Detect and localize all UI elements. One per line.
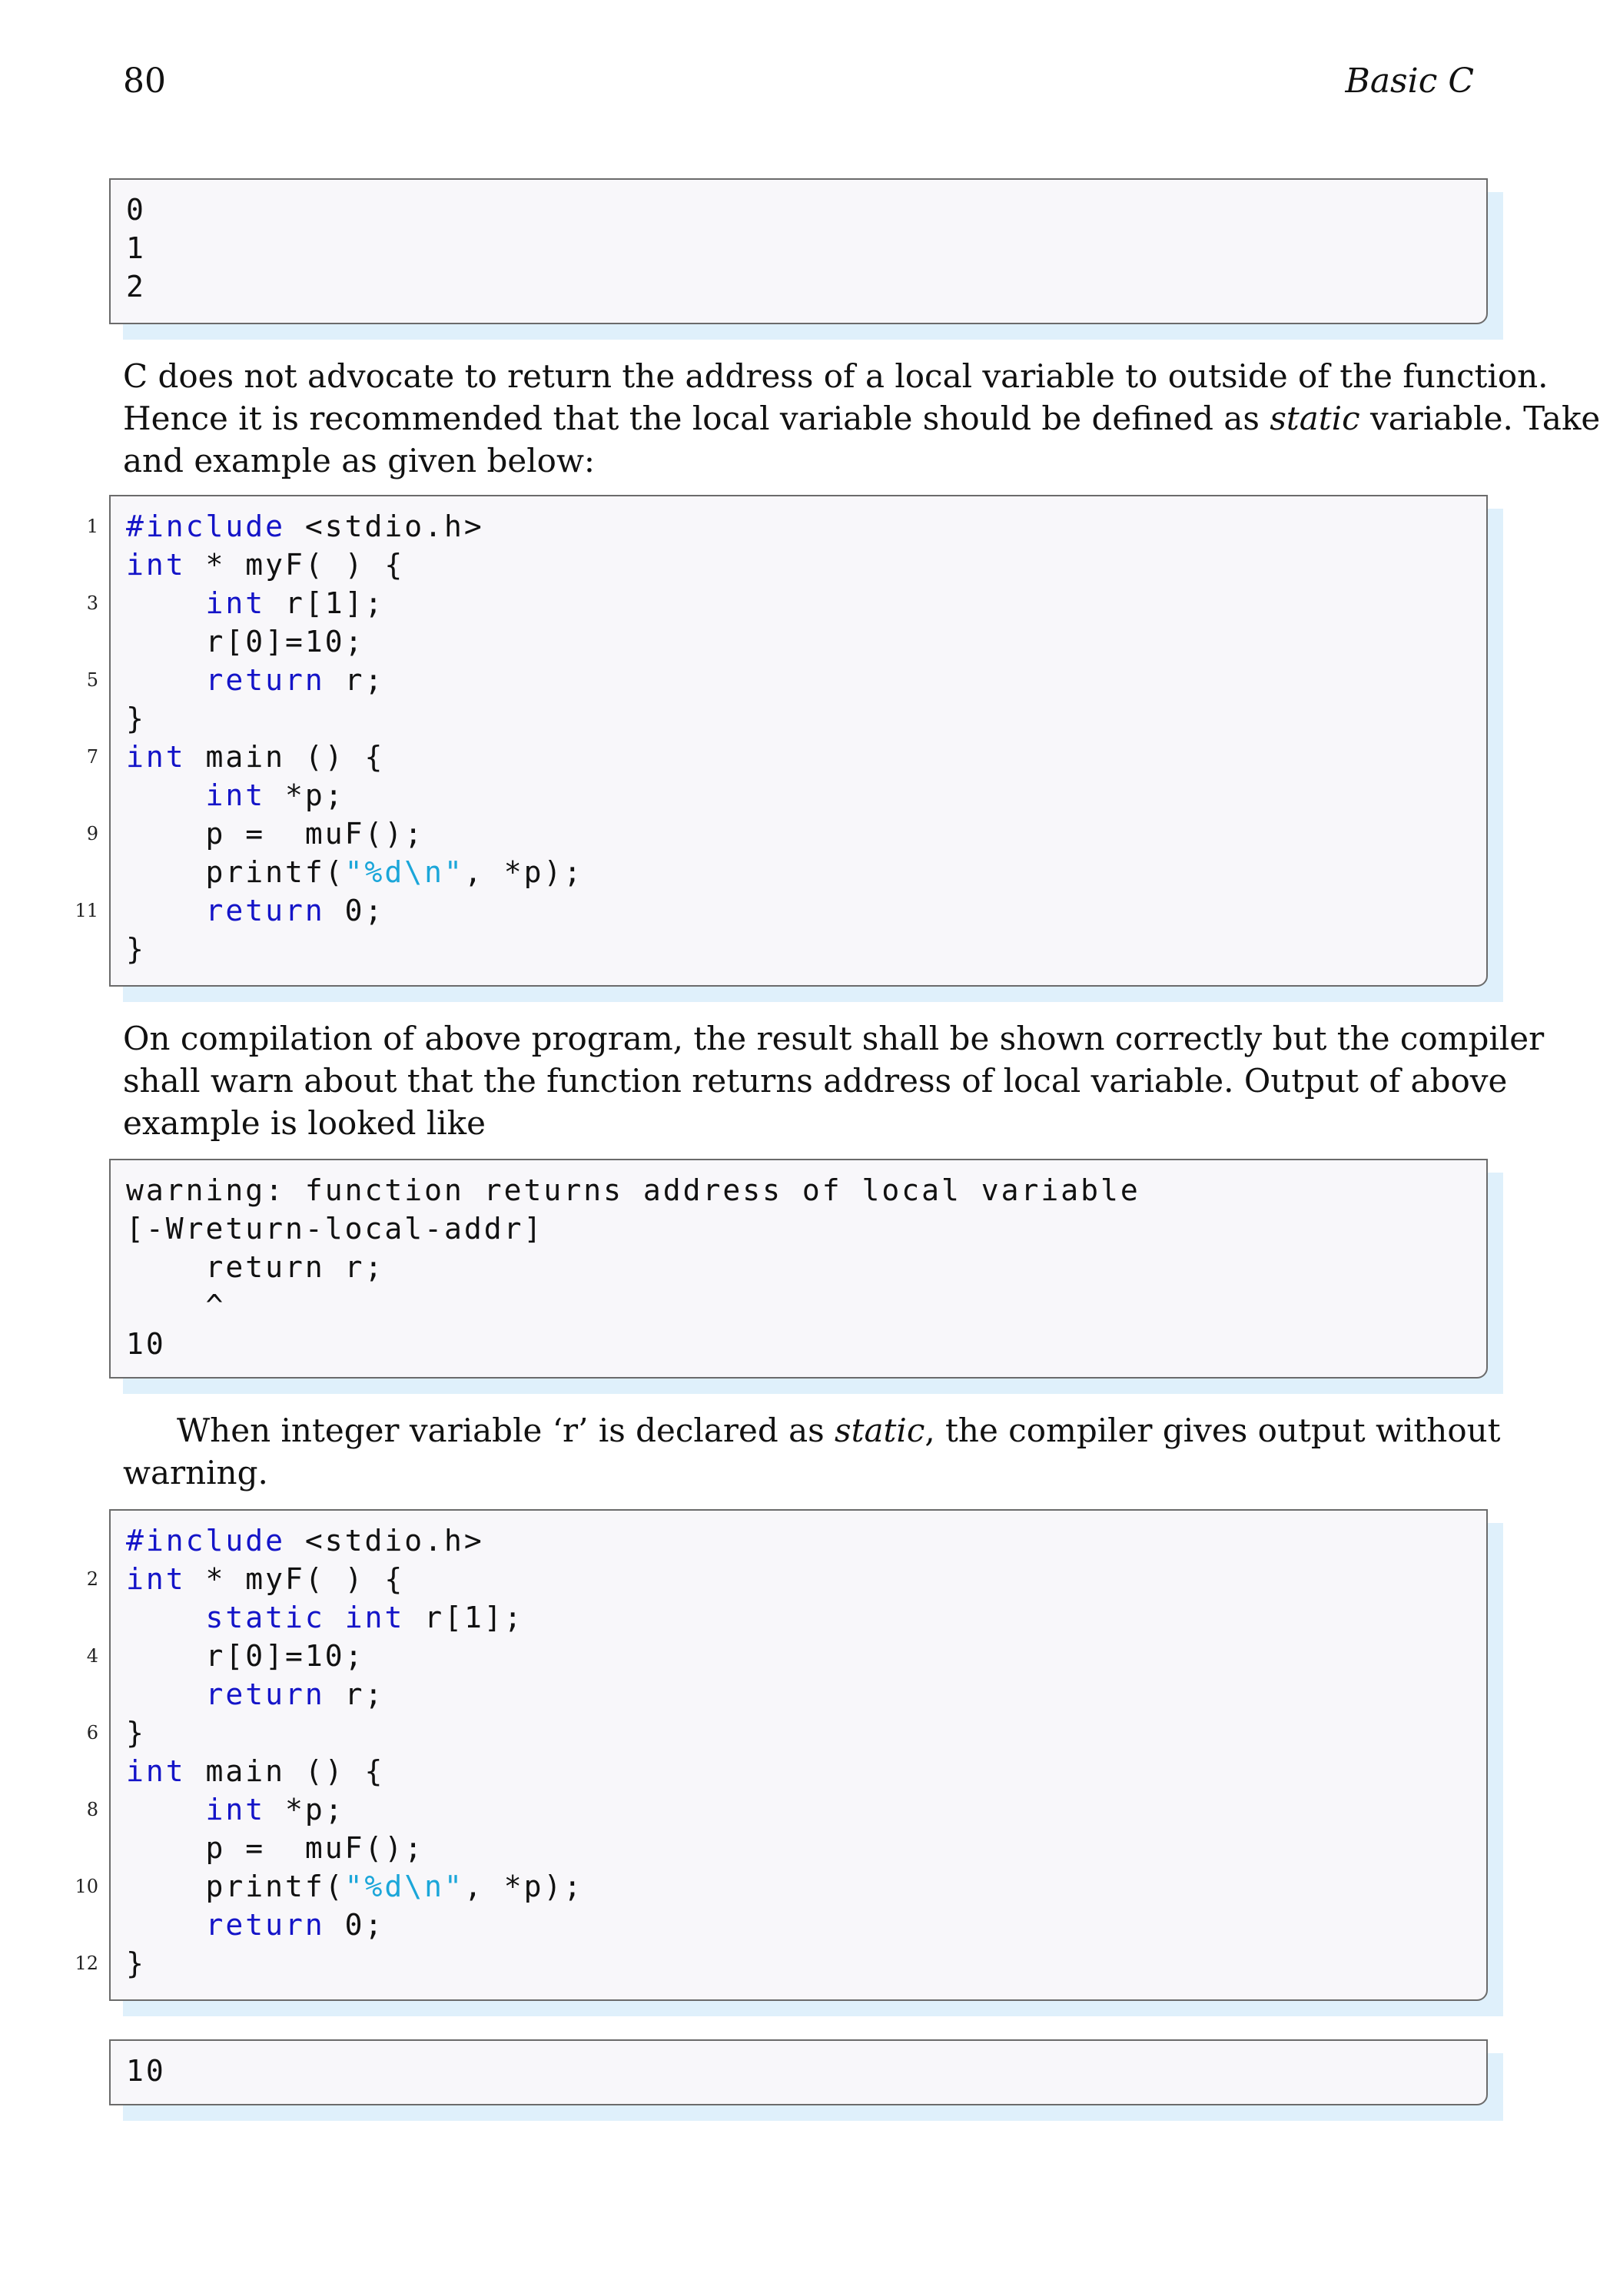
code-line [126,1867,583,1906]
code-text: r[1]; [404,1601,524,1634]
code-line [126,1560,404,1598]
code-line [126,1752,384,1790]
code-keyword: int [126,1562,186,1596]
paragraph-3 [123,1409,1501,1494]
code-box-2 [75,1509,1488,2001]
code-text: } [126,1716,146,1750]
code-text [325,1601,345,1634]
line-number: 5 [86,669,98,691]
code-text: r; [324,1677,385,1711]
code-text: *p; [265,1793,345,1827]
code-text [126,1793,206,1827]
code-line [126,699,146,738]
code-keyword: #include [126,1524,286,1558]
code-text: p = muF(); [126,817,425,851]
code-line [126,622,365,661]
code-keyword: int [205,1793,266,1827]
code-line [126,815,424,853]
paragraph-1-line-3: and example as given below: [123,442,596,479]
line-number: 11 [75,900,98,921]
code-string: "%d\n" [344,855,464,889]
output-box-3 [109,2039,1488,2105]
code-keyword: return [205,1908,325,1942]
code-text: printf( [126,1870,345,1903]
paragraph-1-line-2: Hence it is recommended that the local variable should be defined as static variable. Take [123,400,1600,437]
static-emphasis: static [835,1412,925,1449]
code-keyword: return [205,894,325,927]
output-line: 10 [126,2054,166,2088]
code-keyword: #include [126,509,286,543]
output-box-1 [109,178,1488,324]
code-text: r[0]=10; [126,1639,365,1673]
code-text [126,1677,206,1711]
code-text: <stdio.h> [285,1524,484,1558]
code-text [126,778,206,812]
code-text: main () { [185,1754,385,1788]
output-line: 0 [126,193,146,227]
paragraph-1-line-1: C does not advocate to return the address of a local variable to outside of the function. [123,357,1549,395]
paragraph-2 [123,1017,1545,1144]
code-line [126,1829,424,1867]
code-line [126,776,345,815]
paragraph-2-line-1: On compilation of above program, the result shall be shown correctly but the compiler [123,1020,1545,1057]
output-line: 10 [126,1327,166,1361]
code-line [126,891,384,930]
code-keyword: return [205,1677,325,1711]
code-text [126,586,206,620]
code-text: r; [324,663,385,697]
code-text: * myF( ) { [185,548,405,582]
line-number: 9 [86,823,98,844]
line-number: 10 [75,1876,98,1897]
code-text: p = muF(); [126,1831,425,1865]
paragraph-1 [123,355,1600,482]
code-text: } [126,702,146,735]
code-line [126,1714,146,1752]
line-number: 12 [75,1953,98,1974]
code-keyword: static [205,1601,325,1634]
code-keyword: int [205,778,266,812]
code-text: * myF( ) { [185,1562,405,1596]
line-number: 7 [86,746,98,768]
code-text: r[1]; [265,586,385,620]
code-line [126,1521,484,1560]
code-text: printf( [126,855,345,889]
code-text: 0; [324,1908,385,1942]
code-text: 0; [324,894,385,927]
code-text: } [126,1946,146,1980]
paragraph-2-line-2: shall warn about that the function returns address of local variable. Output of above [123,1062,1508,1100]
code-line [126,1598,524,1637]
code-line [126,1675,384,1714]
running-head: Basic C [1345,61,1474,101]
code-line [126,584,384,622]
code-text [126,894,206,927]
code-line [126,546,404,584]
output-line: return r; [126,1250,385,1284]
output-line: 2 [126,270,146,304]
code-line [126,507,484,546]
static-emphasis: static [1270,400,1360,437]
code-keyword: int [205,586,266,620]
code-text: <stdio.h> [285,509,484,543]
code-line [126,1637,365,1675]
paragraph-3-line-2: warning. [123,1454,268,1491]
code-string: "%d\n" [344,1870,464,1903]
page-number: 80 [123,61,166,101]
code-text: *p; [265,778,345,812]
paragraph-2-line-3: example is looked like [123,1104,486,1142]
code-text: , *p); [463,1870,584,1903]
code-text: } [126,932,146,966]
line-number: 4 [86,1645,98,1667]
paragraph-3-line-1: When integer variable ‘r’ is declared as static, the compiler gives output without [177,1412,1501,1449]
output-line: 1 [126,231,146,265]
code-line [126,738,384,776]
code-text [126,1908,206,1942]
line-number: 2 [86,1568,98,1590]
output-line: [-Wreturn-local-addr] [126,1212,544,1246]
code-text: , *p); [463,855,584,889]
output-box-2 [109,1159,1488,1379]
code-keyword: int [126,548,186,582]
code-keyword: int [344,1601,405,1634]
code-text: r[0]=10; [126,625,365,659]
line-number: 6 [86,1722,98,1744]
code-text: main () { [185,740,385,774]
code-keyword: int [126,1754,186,1788]
code-keyword: return [205,663,325,697]
output-line: warning: function returns address of local variable [126,1173,1140,1207]
code-line [126,661,384,699]
output-line: ^ [126,1289,226,1322]
code-text [126,663,206,697]
line-number: 1 [86,516,98,537]
code-line [126,1906,384,1944]
code-box-1 [75,495,1488,987]
line-number: 3 [86,592,98,614]
code-line [126,1790,345,1829]
line-number: 8 [86,1799,98,1820]
code-line [126,853,583,891]
code-line [126,930,146,968]
code-text [126,1601,206,1634]
code-keyword: int [126,740,186,774]
code-line [126,1944,146,1982]
